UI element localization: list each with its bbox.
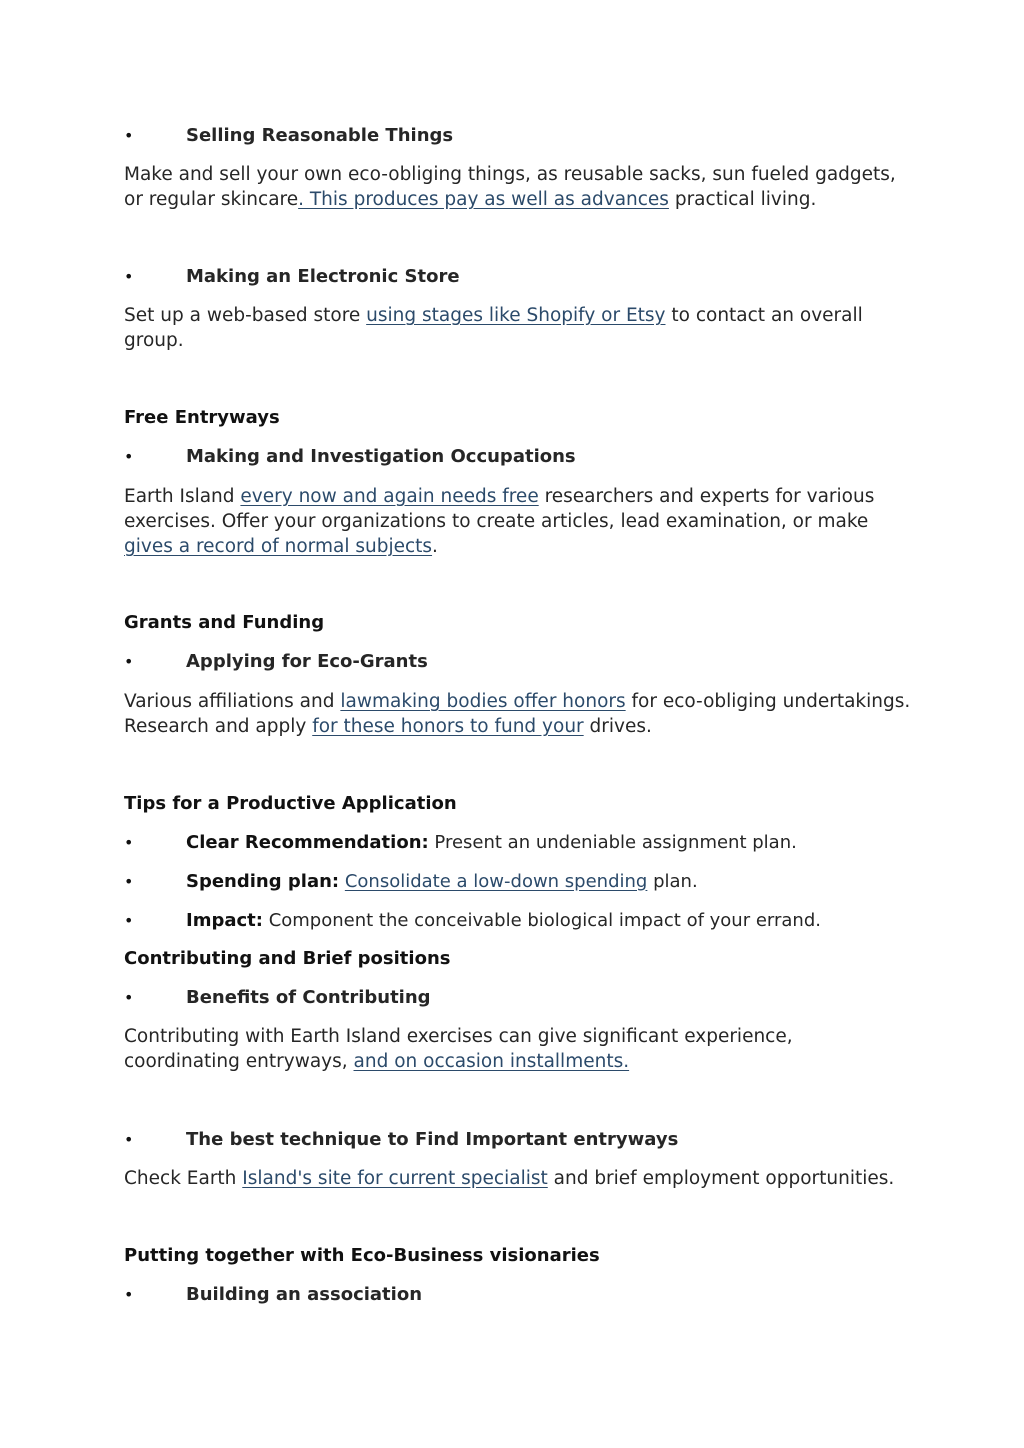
benefits-heading: Benefits of Contributing — [186, 987, 431, 1008]
benefits-text-a: Contributing with Earth Island exercises can give significant experience, coordinating entryways, — [124, 1026, 793, 1072]
investigation-heading: Making and Investigation Occupations — [186, 446, 576, 467]
bullet-marker: • — [124, 1130, 134, 1149]
benefits-link[interactable]: and on occasion installments. — [353, 1051, 630, 1072]
tip-item-spending — [186, 870, 916, 894]
tips-title: Tips for a Productive Application — [124, 793, 457, 814]
investigation-paragraph — [124, 484, 914, 559]
spending-link[interactable]: Consolidate a low-down spending — [344, 871, 648, 892]
invest-text-c: . — [432, 536, 438, 557]
bullet-marker: • — [124, 652, 134, 671]
tip-label: Spending plan: — [186, 871, 340, 892]
invest-text-a: Earth Island — [124, 486, 241, 507]
bullet-marker: • — [124, 1285, 134, 1304]
eco-business-title: Putting together with Eco-Business visionaries — [124, 1245, 600, 1266]
tip-label: Clear Recommendation: — [186, 832, 429, 853]
electronic-store-paragraph — [124, 303, 914, 353]
selling-heading: Selling Reasonable Things — [186, 125, 454, 146]
free-entryways-title: Free Entryways — [124, 407, 280, 428]
association-heading: Building an association — [186, 1284, 423, 1305]
find-entryways-paragraph — [124, 1166, 914, 1191]
grants-link-b[interactable]: for these honors to fund your — [312, 716, 584, 737]
grants-text-c: drives. — [583, 716, 652, 737]
bullet-marker: • — [124, 872, 134, 891]
tip-label: Impact: — [186, 910, 263, 931]
bullet-marker: • — [124, 833, 134, 852]
tip-item-impact — [186, 909, 916, 933]
bullet-marker: • — [124, 126, 134, 145]
electronic-store-heading: Making an Electronic Store — [186, 266, 460, 287]
tip-item-recommendation — [186, 831, 916, 855]
invest-link-a[interactable]: every now and again needs free — [240, 486, 539, 507]
bullet-marker: • — [124, 447, 134, 466]
selling-text-b: practical living. — [668, 189, 817, 210]
find-text-a: Check Earth — [124, 1168, 243, 1189]
grants-text-a: Various affiliations and — [124, 691, 341, 712]
store-link[interactable]: using stages like Shopify or Etsy — [366, 305, 666, 326]
tip-text: Present an undeniable assignment plan. — [428, 832, 797, 853]
selling-paragraph — [124, 162, 914, 212]
bullet-marker: • — [124, 267, 134, 286]
eco-grants-paragraph — [124, 689, 914, 739]
find-text-b: and brief employment opportunities. — [547, 1168, 895, 1189]
bullet-marker: • — [124, 911, 134, 930]
store-text-a: Set up a web-based store — [124, 305, 367, 326]
tip-text: plan. — [647, 871, 698, 892]
selling-text-a: Make and sell your own eco-obliging things, as reusable sacks, sun fueled gadgets, or regular skincare — [124, 164, 896, 210]
invest-text-b: researchers and experts for various exercises. Offer your organizations to create articles, lead examination, or make — [124, 486, 875, 532]
tip-text: Component the conceivable biological impact of your errand. — [262, 910, 821, 931]
store-text-b: to contact an overall group. — [124, 305, 863, 351]
find-link[interactable]: Island's site for current specialist — [242, 1168, 548, 1189]
invest-link-b[interactable]: gives a record of normal subjects — [124, 536, 433, 557]
grants-text-b: for eco-obliging undertakings. Research and apply — [124, 691, 911, 737]
grants-title: Grants and Funding — [124, 612, 325, 633]
selling-link[interactable]: . This produces pay as well as advances — [298, 189, 669, 210]
find-entryways-heading: The best technique to Find Important entryways — [186, 1129, 679, 1150]
eco-grants-heading: Applying for Eco-Grants — [186, 651, 428, 672]
benefits-paragraph — [124, 1024, 914, 1074]
contributing-title: Contributing and Brief positions — [124, 948, 451, 969]
bullet-marker: • — [124, 988, 134, 1007]
grants-link-a[interactable]: lawmaking bodies offer honors — [340, 691, 626, 712]
